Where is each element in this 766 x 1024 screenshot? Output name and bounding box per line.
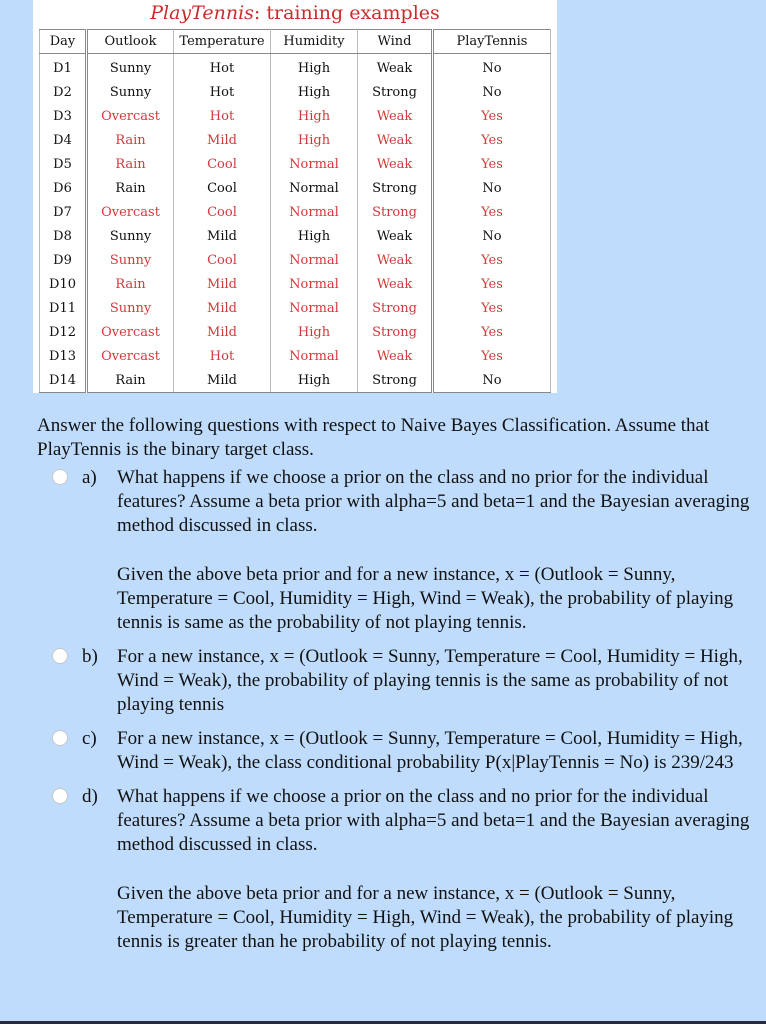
option-c-radio[interactable] [52, 730, 68, 746]
table-title-rest: : training examples [253, 2, 440, 24]
header-humidity: Humidity [271, 30, 358, 54]
table-row [40, 80, 551, 104]
header-temperature: Temperature [174, 30, 271, 54]
table-row [40, 320, 551, 344]
cell-day: D3 [40, 104, 87, 128]
cell-day: D8 [40, 224, 87, 248]
option-b-letter: b) [82, 646, 98, 667]
table-row [40, 368, 551, 393]
cell-humidity: Normal [271, 200, 358, 224]
cell-humidity: High [271, 104, 358, 128]
table-row [40, 224, 551, 248]
table-header-row [40, 30, 551, 54]
cell-day: D5 [40, 152, 87, 176]
cell-day: D2 [40, 80, 87, 104]
table-title [33, 0, 557, 26]
cell-playtennis: Yes [433, 152, 551, 176]
cell-humidity: High [271, 320, 358, 344]
header-playtennis: PlayTennis [433, 30, 551, 54]
cell-temperature: Cool [174, 152, 271, 176]
cell-outlook: Overcast [87, 104, 174, 128]
cell-playtennis: No [433, 80, 551, 104]
playtennis-table [39, 29, 551, 393]
table-row [40, 344, 551, 368]
cell-outlook: Sunny [87, 224, 174, 248]
cell-day: D6 [40, 176, 87, 200]
cell-humidity: Normal [271, 152, 358, 176]
cell-wind: Weak [358, 272, 433, 296]
option-d-text-2: Given the above beta prior and for a new instance, x = (Outlook = Sunny, Temperature = Cool, Humidity = High, Wind = Weak), the probability of playing tennis is greater than he probability of not playing tennis. [117, 883, 734, 952]
cell-temperature: Hot [174, 104, 271, 128]
cell-humidity: High [271, 128, 358, 152]
cell-playtennis: No [433, 176, 551, 200]
cell-outlook: Rain [87, 152, 174, 176]
cell-wind: Strong [358, 176, 433, 200]
cell-wind: Strong [358, 320, 433, 344]
cell-wind: Strong [358, 296, 433, 320]
cell-temperature: Hot [174, 54, 271, 81]
cell-temperature: Hot [174, 80, 271, 104]
cell-outlook: Rain [87, 176, 174, 200]
option-c-letter: c) [82, 728, 97, 749]
table-row [40, 296, 551, 320]
cell-playtennis: Yes [433, 320, 551, 344]
option-d-text-1: What happens if we choose a prior on the class and no prior for the individual features? Assume a beta prior with alpha=5 and beta=1 and the Bayesian averaging method discussed in class. [117, 786, 750, 855]
cell-temperature: Hot [174, 344, 271, 368]
cell-playtennis: Yes [433, 104, 551, 128]
option-c[interactable] [37, 727, 757, 775]
cell-playtennis: No [433, 54, 551, 81]
option-b-radio[interactable] [52, 648, 68, 664]
cell-outlook: Sunny [87, 54, 174, 81]
cell-temperature: Cool [174, 248, 271, 272]
option-a-letter: a) [82, 467, 97, 488]
cell-outlook: Sunny [87, 248, 174, 272]
cell-humidity: High [271, 224, 358, 248]
cell-playtennis: Yes [433, 272, 551, 296]
cell-playtennis: Yes [433, 128, 551, 152]
table-row [40, 272, 551, 296]
cell-day: D7 [40, 200, 87, 224]
cell-playtennis: Yes [433, 296, 551, 320]
cell-wind: Weak [358, 152, 433, 176]
cell-humidity: High [271, 368, 358, 393]
training-table-image [33, 0, 557, 393]
header-day: Day [40, 30, 87, 54]
cell-outlook: Overcast [87, 344, 174, 368]
cell-outlook: Rain [87, 368, 174, 393]
cell-wind: Weak [358, 54, 433, 81]
cell-outlook: Overcast [87, 320, 174, 344]
cell-day: D11 [40, 296, 87, 320]
cell-playtennis: Yes [433, 248, 551, 272]
cell-wind: Weak [358, 224, 433, 248]
cell-wind: Weak [358, 128, 433, 152]
cell-outlook: Rain [87, 272, 174, 296]
cell-wind: Strong [358, 200, 433, 224]
cell-outlook: Sunny [87, 80, 174, 104]
cell-humidity: High [271, 80, 358, 104]
cell-temperature: Cool [174, 176, 271, 200]
cell-temperature: Mild [174, 224, 271, 248]
header-outlook: Outlook [87, 30, 174, 54]
cell-wind: Weak [358, 344, 433, 368]
option-d[interactable] [37, 785, 757, 954]
option-b-text: For a new instance, x = (Outlook = Sunny, Temperature = Cool, Humidity = High, Wind = Weak), the probability of playing tennis is the same as probability of not playing tennis [117, 646, 743, 715]
table-body [40, 54, 551, 393]
cell-playtennis: No [433, 368, 551, 393]
table-row [40, 176, 551, 200]
cell-day: D4 [40, 128, 87, 152]
option-d-radio[interactable] [52, 788, 68, 804]
cell-temperature: Mild [174, 296, 271, 320]
cell-playtennis: No [433, 224, 551, 248]
cell-wind: Weak [358, 104, 433, 128]
table-row [40, 152, 551, 176]
cell-day: D9 [40, 248, 87, 272]
cell-humidity: Normal [271, 176, 358, 200]
header-wind: Wind [358, 30, 433, 54]
cell-humidity: High [271, 54, 358, 81]
cell-temperature: Cool [174, 200, 271, 224]
option-c-text: For a new instance, x = (Outlook = Sunny, Temperature = Cool, Humidity = High, Wind = Weak), the class conditional probability P(x|PlayTennis = No) is 239/243 [117, 728, 743, 773]
cell-temperature: Mild [174, 320, 271, 344]
cell-day: D13 [40, 344, 87, 368]
table-row [40, 200, 551, 224]
option-a-text-2: Given the above beta prior and for a new instance, x = (Outlook = Sunny, Temperature = Cool, Humidity = High, Wind = Weak), the probability of playing tennis is same as the probability of not playing tennis. [117, 564, 734, 633]
table-row [40, 54, 551, 81]
cell-playtennis: Yes [433, 200, 551, 224]
cell-day: D1 [40, 54, 87, 81]
cell-humidity: Normal [271, 248, 358, 272]
cell-wind: Strong [358, 80, 433, 104]
cell-outlook: Rain [87, 128, 174, 152]
table-row [40, 104, 551, 128]
cell-day: D10 [40, 272, 87, 296]
table-row [40, 248, 551, 272]
cell-outlook: Sunny [87, 296, 174, 320]
table-row [40, 128, 551, 152]
cell-humidity: Normal [271, 296, 358, 320]
cell-wind: Weak [358, 248, 433, 272]
option-a-radio[interactable] [52, 469, 68, 485]
cell-temperature: Mild [174, 272, 271, 296]
option-a-text-1: What happens if we choose a prior on the class and no prior for the individual features? Assume a beta prior with alpha=5 and beta=1 and the Bayesian averaging method discussed in class. [117, 467, 750, 536]
question-block [37, 414, 757, 954]
option-a[interactable] [37, 466, 757, 635]
cell-humidity: Normal [271, 272, 358, 296]
option-d-letter: d) [82, 786, 98, 807]
cell-humidity: Normal [271, 344, 358, 368]
cell-wind: Strong [358, 368, 433, 393]
option-b[interactable] [37, 645, 757, 717]
cell-outlook: Overcast [87, 200, 174, 224]
question-intro: Answer the following questions with respect to Naive Bayes Classification. Assume that PlayTennis is the binary target class. [37, 415, 710, 460]
table-title-italic: PlayTennis [150, 2, 254, 24]
cell-temperature: Mild [174, 128, 271, 152]
cell-day: D12 [40, 320, 87, 344]
cell-temperature: Mild [174, 368, 271, 393]
cell-day: D14 [40, 368, 87, 393]
cell-playtennis: Yes [433, 344, 551, 368]
